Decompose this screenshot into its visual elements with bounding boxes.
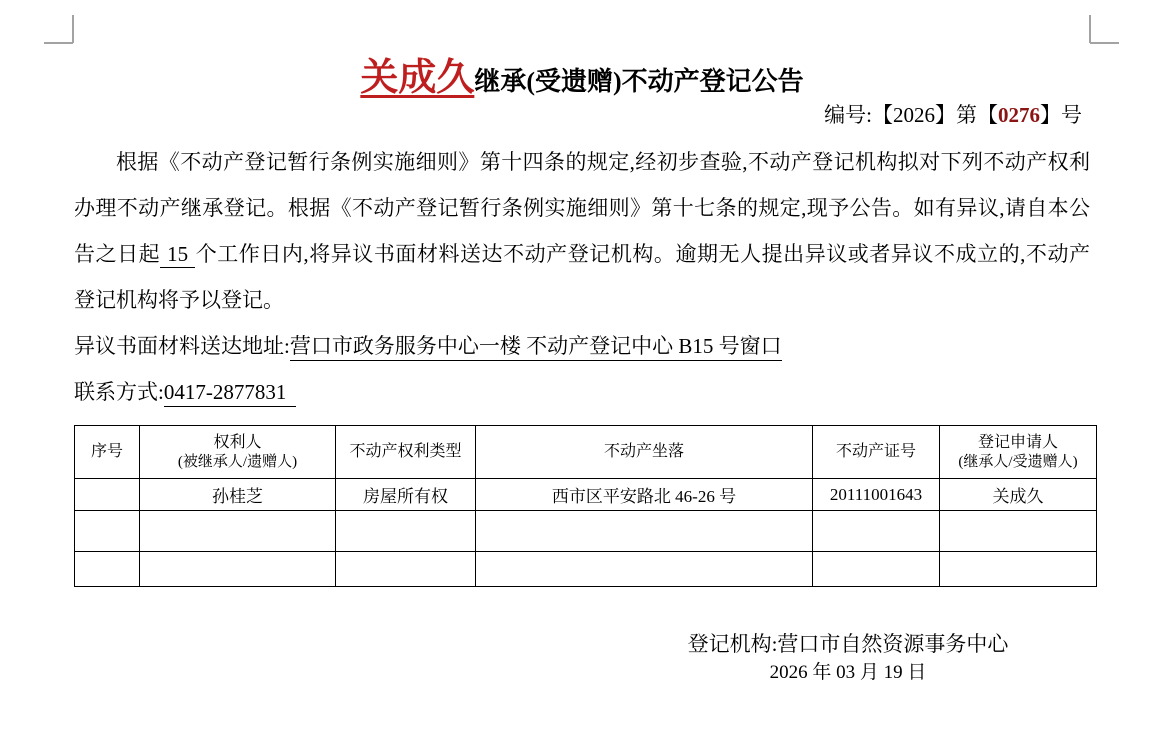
body-line-2: 办理不动产继承登记。根据《不动产登记暂行条例实施细则》第十七条的规定,现予公告。如有异议,请自本公 — [74, 196, 1090, 220]
col-header-rights-holder: 权利人 (被继承人/遗赠人) — [140, 426, 336, 479]
cell-serial — [75, 479, 140, 511]
body-line-3-suffix: 个工作日内,将异议书面材料送达不动产登记机构。逾期无人提出异议或者异议不成立的,不动产 — [195, 242, 1090, 266]
cell-serial — [75, 552, 140, 587]
objection-address-line — [74, 332, 1090, 361]
margin-mark-top-right-vertical — [1089, 15, 1091, 43]
margin-mark-top-right-horizontal — [1090, 42, 1119, 44]
cell-location: 西市区平安路北 46-26 号 — [476, 479, 813, 511]
col-header-registration-applicant: 登记申请人 (继承人/受遗赠人) — [940, 426, 1097, 479]
doc-number-prefix: 编号:【2026】第【 — [824, 103, 998, 127]
col-header-location: 不动产坐落 — [476, 426, 813, 479]
footer-block — [598, 632, 1098, 684]
registration-authority: 登记机构:营口市自然资源事务中心 — [687, 632, 1009, 656]
cell-rights-holder: 孙桂芝 — [140, 479, 336, 511]
cell-cert-number — [813, 511, 940, 552]
table-header-row — [75, 426, 1097, 479]
objection-days-value: 15 — [160, 242, 195, 268]
cell-cert-number: 20111001643 — [813, 479, 940, 511]
cell-location — [476, 552, 813, 587]
cell-right-type — [336, 552, 476, 587]
contact-label: 联系方式: — [74, 380, 164, 404]
doc-number-line — [74, 99, 1082, 129]
doc-number-value: 0276 — [998, 103, 1040, 127]
col-header-serial: 序号 — [75, 426, 140, 479]
doc-number-suffix: 】号 — [1040, 103, 1082, 127]
cell-rights-holder — [140, 511, 336, 552]
margin-mark-top-left-vertical — [72, 15, 74, 43]
cell-right-type — [336, 511, 476, 552]
cell-registration-applicant: 关成久 — [940, 479, 1097, 511]
cell-cert-number — [813, 552, 940, 587]
contact-phone-value: 0417-2877831 — [164, 380, 297, 407]
col-header-right-type: 不动产权利类型 — [336, 426, 476, 479]
table-row-empty — [75, 552, 1097, 587]
objection-address-label: 异议书面材料送达地址: — [74, 334, 290, 358]
cell-rights-holder — [140, 552, 336, 587]
body-line-1: 根据《不动产登记暂行条例实施细则》第十四条的规定,经初步查验,不动产登记机构拟对下列不动产权利 — [116, 150, 1090, 174]
cell-location — [476, 511, 813, 552]
notice-title — [74, 46, 1090, 101]
cell-registration-applicant — [940, 511, 1097, 552]
body-line-3-prefix: 告之日起 — [74, 242, 161, 266]
notice-date: 2026 年 03 月 19 日 — [769, 662, 927, 683]
applicant-name: 关成久 — [360, 57, 475, 99]
notice-title-text: 继承(受遗赠)不动产登记公告 — [474, 67, 804, 96]
body-line-4: 登记机构将予以登记。 — [74, 288, 284, 312]
contact-line — [74, 378, 1090, 407]
col-header-cert-number: 不动产证号 — [813, 426, 940, 479]
margin-mark-top-left-horizontal — [44, 42, 73, 44]
cell-serial — [75, 511, 140, 552]
cell-registration-applicant — [940, 552, 1097, 587]
cell-right-type: 房屋所有权 — [336, 479, 476, 511]
table-row-empty — [75, 511, 1097, 552]
table-row — [75, 479, 1097, 511]
body-line-3 — [74, 240, 1090, 268]
property-table — [74, 425, 1097, 587]
objection-address-value: 营口市政务服务中心一楼 不动产登记中心 B15 号窗口 — [290, 334, 782, 361]
